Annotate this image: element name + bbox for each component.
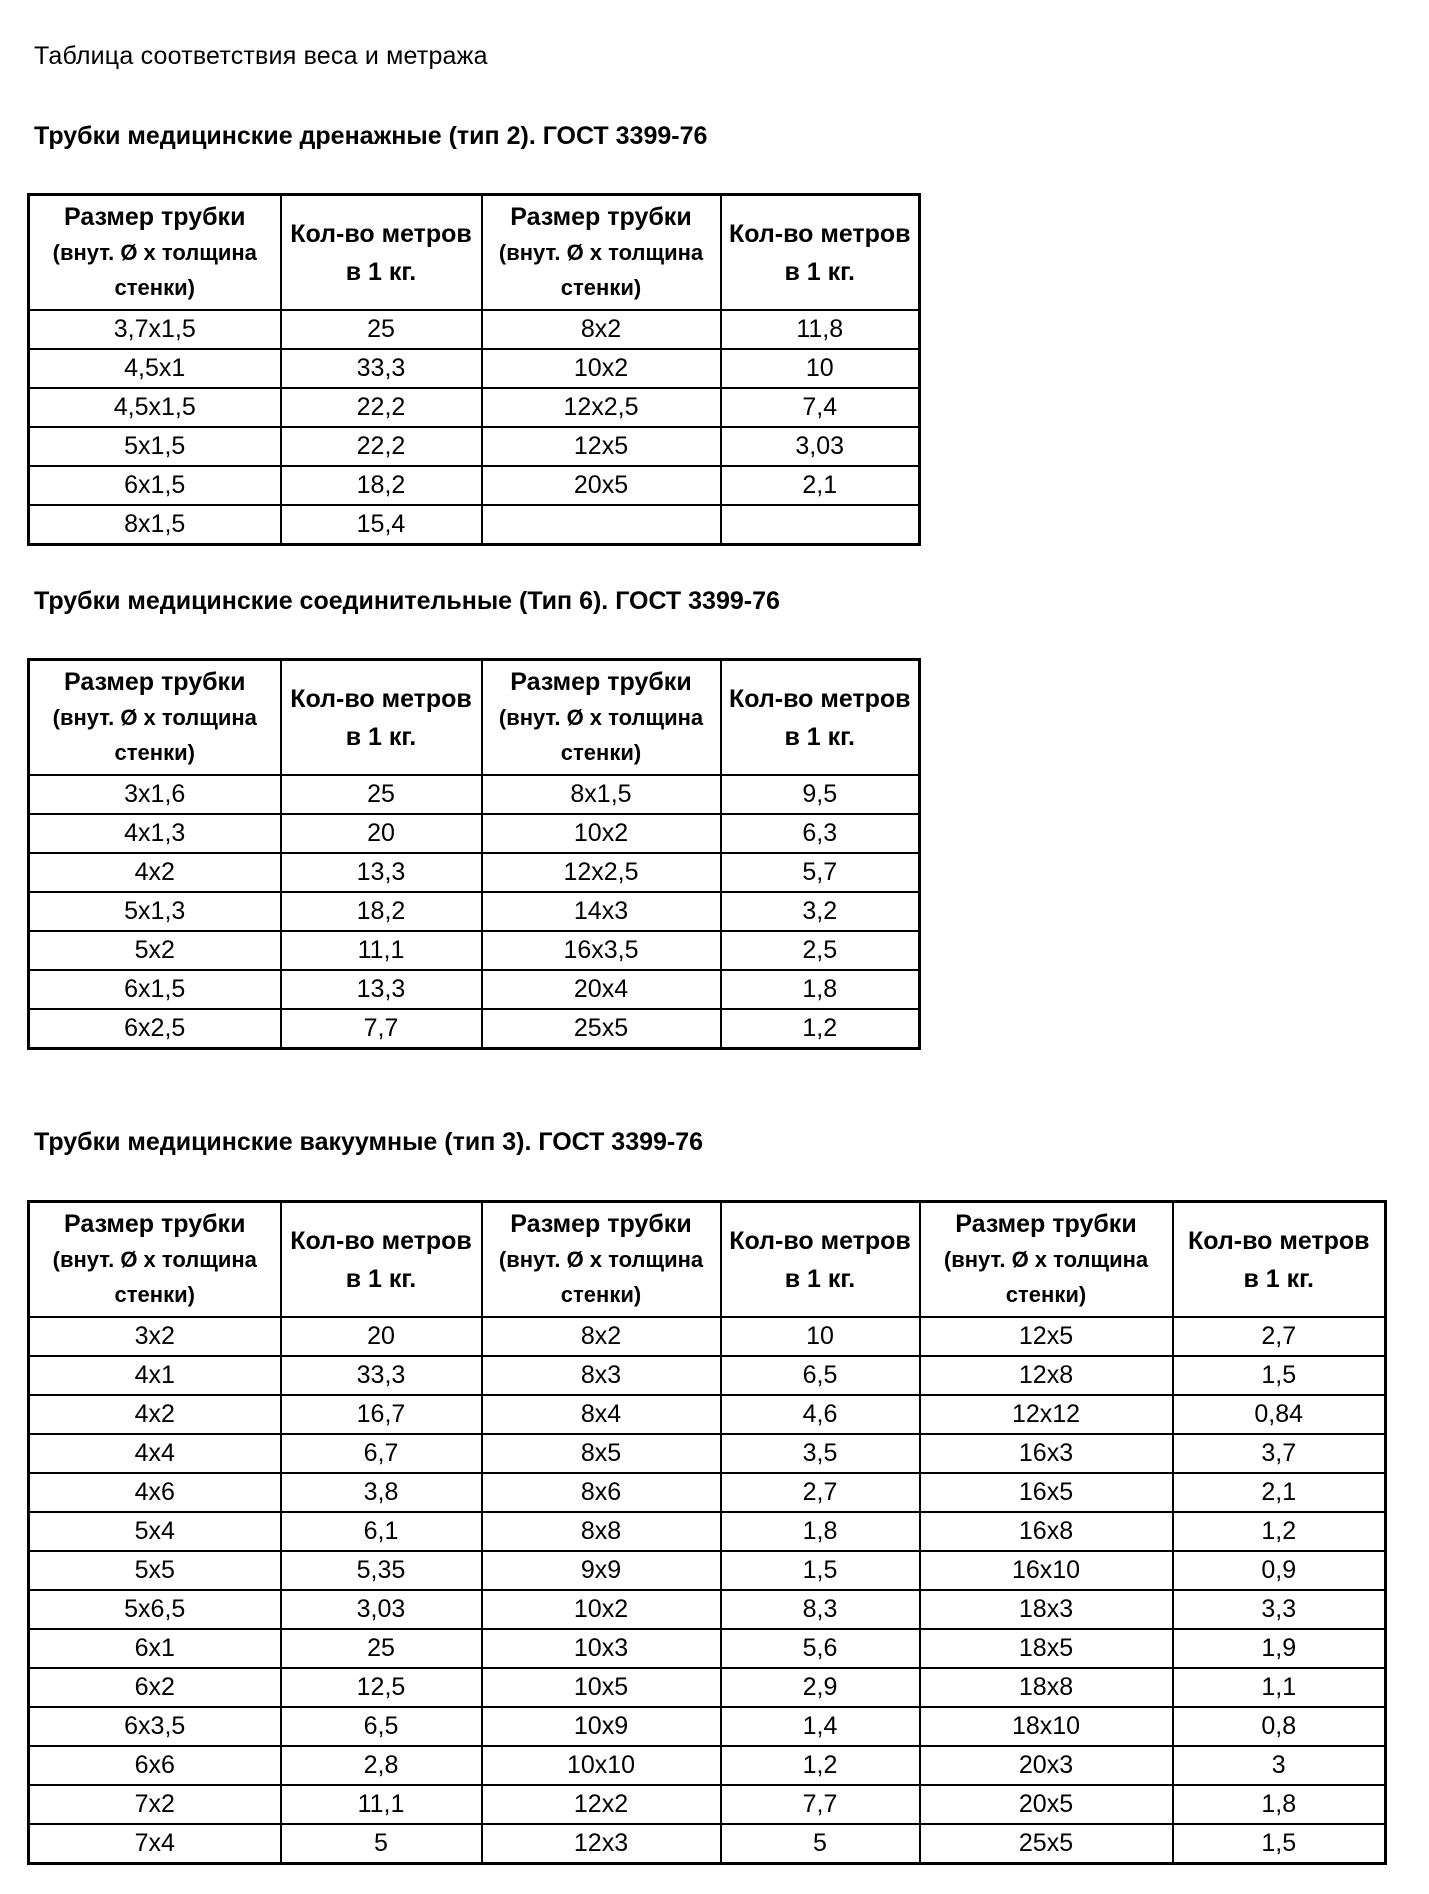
cell-tube-size: 14х3	[482, 892, 721, 931]
page-title: Таблица соответствия веса и метража	[34, 42, 488, 70]
cell-meters-per-kg: 25	[281, 1629, 482, 1668]
header-qty: Кол-во метров в 1 кг.	[721, 1202, 920, 1318]
table-row	[29, 1668, 1386, 1707]
cell-tube-size	[482, 505, 721, 545]
header-qty: Кол-во метров в 1 кг.	[281, 660, 482, 776]
cell-meters-per-kg: 1,4	[721, 1707, 920, 1746]
cell-tube-size: 4х2	[29, 853, 281, 892]
table-row	[29, 349, 920, 388]
cell-meters-per-kg: 5,6	[721, 1629, 920, 1668]
cell-tube-size: 16х3,5	[482, 931, 721, 970]
cell-tube-size: 6х1	[29, 1629, 281, 1668]
cell-tube-size: 12х2,5	[482, 388, 721, 427]
cell-meters-per-kg: 5,7	[721, 853, 920, 892]
header-size: Размер трубки (внут. Ø х толщина стенки)	[29, 660, 281, 776]
table-row	[29, 814, 920, 853]
table-row	[29, 310, 920, 349]
cell-tube-size: 25х5	[482, 1009, 721, 1049]
cell-meters-per-kg: 1,8	[721, 1512, 920, 1551]
table-row	[29, 1824, 1386, 1864]
table-body	[29, 1317, 1386, 1864]
table-row	[29, 853, 920, 892]
cell-tube-size: 8х5	[482, 1434, 721, 1473]
cell-meters-per-kg: 3,2	[721, 892, 920, 931]
cell-tube-size: 9х9	[482, 1551, 721, 1590]
cell-meters-per-kg: 11,8	[721, 310, 920, 349]
cell-tube-size: 4х1,3	[29, 814, 281, 853]
drainage-tubes-table	[27, 193, 921, 546]
cell-tube-size: 12х5	[920, 1317, 1173, 1356]
cell-tube-size: 10х5	[482, 1668, 721, 1707]
cell-meters-per-kg: 2,1	[1173, 1473, 1386, 1512]
cell-tube-size: 12х5	[482, 427, 721, 466]
cell-tube-size: 10х2	[482, 349, 721, 388]
header-qty: Кол-во метров в 1 кг.	[281, 195, 482, 311]
table-body	[29, 310, 920, 545]
section-title-vacuum: Трубки медицинские вакуумные (тип 3). ГОСТ 3399-76	[34, 1128, 704, 1156]
table-row	[29, 1785, 1386, 1824]
cell-meters-per-kg: 7,7	[281, 1009, 482, 1049]
table-row	[29, 1629, 1386, 1668]
cell-meters-per-kg: 33,3	[281, 1356, 482, 1395]
cell-meters-per-kg: 13,3	[281, 853, 482, 892]
cell-meters-per-kg: 3,3	[1173, 1590, 1386, 1629]
cell-meters-per-kg: 8,3	[721, 1590, 920, 1629]
cell-meters-per-kg: 13,3	[281, 970, 482, 1009]
cell-meters-per-kg: 2,1	[721, 466, 920, 505]
cell-tube-size: 10х3	[482, 1629, 721, 1668]
cell-tube-size: 4х6	[29, 1473, 281, 1512]
cell-meters-per-kg: 1,5	[1173, 1356, 1386, 1395]
cell-tube-size: 6х6	[29, 1746, 281, 1785]
cell-tube-size: 18х8	[920, 1668, 1173, 1707]
header-size: Размер трубки (внут. Ø х толщина стенки)	[482, 195, 721, 311]
cell-tube-size: 16х5	[920, 1473, 1173, 1512]
table-row	[29, 931, 920, 970]
header-size: Размер трубки (внут. Ø х толщина стенки)	[29, 1202, 281, 1318]
cell-meters-per-kg	[721, 505, 920, 545]
table-header-row	[29, 1202, 1386, 1318]
cell-tube-size: 10х9	[482, 1707, 721, 1746]
cell-tube-size: 18х5	[920, 1629, 1173, 1668]
cell-tube-size: 12х12	[920, 1395, 1173, 1434]
header-qty: Кол-во метров в 1 кг.	[721, 195, 920, 311]
table-row	[29, 388, 920, 427]
table-row	[29, 466, 920, 505]
header-qty: Кол-во метров в 1 кг.	[721, 660, 920, 776]
cell-tube-size: 5х6,5	[29, 1590, 281, 1629]
cell-meters-per-kg: 18,2	[281, 892, 482, 931]
cell-meters-per-kg: 1,2	[721, 1009, 920, 1049]
cell-meters-per-kg: 3,5	[721, 1434, 920, 1473]
cell-meters-per-kg: 20	[281, 814, 482, 853]
table-row	[29, 1473, 1386, 1512]
cell-tube-size: 8х8	[482, 1512, 721, 1551]
cell-meters-per-kg: 11,1	[281, 931, 482, 970]
cell-meters-per-kg: 7,4	[721, 388, 920, 427]
table-row	[29, 427, 920, 466]
cell-meters-per-kg: 2,8	[281, 1746, 482, 1785]
header-size: Размер трубки (внут. Ø х толщина стенки)	[29, 195, 281, 311]
cell-meters-per-kg: 25	[281, 310, 482, 349]
cell-meters-per-kg: 6,7	[281, 1434, 482, 1473]
table-row	[29, 1746, 1386, 1785]
cell-tube-size: 5х2	[29, 931, 281, 970]
cell-meters-per-kg: 20	[281, 1317, 482, 1356]
cell-tube-size: 18х10	[920, 1707, 1173, 1746]
connecting-tubes-table	[27, 658, 921, 1050]
cell-meters-per-kg: 1,5	[1173, 1824, 1386, 1864]
cell-tube-size: 7х4	[29, 1824, 281, 1864]
cell-tube-size: 20х3	[920, 1746, 1173, 1785]
section-title-drainage: Трубки медицинские дренажные (тип 2). ГОСТ 3399-76	[34, 122, 708, 150]
cell-meters-per-kg: 2,7	[721, 1473, 920, 1512]
cell-meters-per-kg: 0,84	[1173, 1395, 1386, 1434]
cell-tube-size: 10х2	[482, 1590, 721, 1629]
cell-tube-size: 6х2,5	[29, 1009, 281, 1049]
table-header-row	[29, 660, 920, 776]
cell-meters-per-kg: 15,4	[281, 505, 482, 545]
cell-meters-per-kg: 10	[721, 1317, 920, 1356]
table-row	[29, 1009, 920, 1049]
cell-tube-size: 6х3,5	[29, 1707, 281, 1746]
table-header-row	[29, 195, 920, 311]
cell-meters-per-kg: 3,03	[281, 1590, 482, 1629]
cell-tube-size: 3х1,6	[29, 775, 281, 814]
cell-tube-size: 5х5	[29, 1551, 281, 1590]
cell-tube-size: 4х1	[29, 1356, 281, 1395]
cell-tube-size: 5х1,5	[29, 427, 281, 466]
cell-tube-size: 8х6	[482, 1473, 721, 1512]
cell-meters-per-kg: 9,5	[721, 775, 920, 814]
cell-tube-size: 4х2	[29, 1395, 281, 1434]
cell-tube-size: 16х8	[920, 1512, 1173, 1551]
cell-meters-per-kg: 6,5	[281, 1707, 482, 1746]
cell-tube-size: 10х10	[482, 1746, 721, 1785]
cell-tube-size: 3,7х1,5	[29, 310, 281, 349]
section-title-connecting: Трубки медицинские соединительные (Тип 6). ГОСТ 3399-76	[34, 587, 780, 615]
cell-tube-size: 20х5	[920, 1785, 1173, 1824]
cell-meters-per-kg: 0,8	[1173, 1707, 1386, 1746]
cell-meters-per-kg: 33,3	[281, 349, 482, 388]
header-size: Размер трубки (внут. Ø х толщина стенки)	[482, 1202, 721, 1318]
cell-tube-size: 3х2	[29, 1317, 281, 1356]
cell-meters-per-kg: 0,9	[1173, 1551, 1386, 1590]
cell-tube-size: 6х2	[29, 1668, 281, 1707]
cell-tube-size: 12х2	[482, 1785, 721, 1824]
cell-meters-per-kg: 11,1	[281, 1785, 482, 1824]
cell-tube-size: 5х1,3	[29, 892, 281, 931]
cell-tube-size: 5х4	[29, 1512, 281, 1551]
cell-meters-per-kg: 6,1	[281, 1512, 482, 1551]
cell-tube-size: 4,5х1,5	[29, 388, 281, 427]
cell-meters-per-kg: 1,2	[721, 1746, 920, 1785]
cell-meters-per-kg: 1,5	[721, 1551, 920, 1590]
header-qty: Кол-во метров в 1 кг.	[1173, 1202, 1386, 1318]
table-row	[29, 1512, 1386, 1551]
cell-tube-size: 20х5	[482, 466, 721, 505]
cell-tube-size: 8х2	[482, 310, 721, 349]
cell-meters-per-kg: 6,3	[721, 814, 920, 853]
cell-tube-size: 10х2	[482, 814, 721, 853]
cell-meters-per-kg: 3,8	[281, 1473, 482, 1512]
cell-meters-per-kg: 2,5	[721, 931, 920, 970]
cell-meters-per-kg: 3,03	[721, 427, 920, 466]
cell-meters-per-kg: 1,8	[1173, 1785, 1386, 1824]
table-row	[29, 1707, 1386, 1746]
cell-meters-per-kg: 4,6	[721, 1395, 920, 1434]
cell-meters-per-kg: 22,2	[281, 427, 482, 466]
table-row	[29, 505, 920, 545]
table-body	[29, 775, 920, 1049]
cell-meters-per-kg: 1,1	[1173, 1668, 1386, 1707]
cell-meters-per-kg: 7,7	[721, 1785, 920, 1824]
table-row	[29, 775, 920, 814]
table-row	[29, 1434, 1386, 1473]
header-qty: Кол-во метров в 1 кг.	[281, 1202, 482, 1318]
cell-meters-per-kg: 1,9	[1173, 1629, 1386, 1668]
cell-meters-per-kg: 5	[281, 1824, 482, 1864]
cell-meters-per-kg: 5	[721, 1824, 920, 1864]
cell-meters-per-kg: 10	[721, 349, 920, 388]
cell-meters-per-kg: 18,2	[281, 466, 482, 505]
cell-meters-per-kg: 12,5	[281, 1668, 482, 1707]
cell-tube-size: 12х2,5	[482, 853, 721, 892]
header-size: Размер трубки (внут. Ø х толщина стенки)	[482, 660, 721, 776]
cell-tube-size: 4х4	[29, 1434, 281, 1473]
cell-meters-per-kg: 6,5	[721, 1356, 920, 1395]
cell-tube-size: 8х1,5	[29, 505, 281, 545]
table-row	[29, 1395, 1386, 1434]
cell-tube-size: 6х1,5	[29, 466, 281, 505]
cell-tube-size: 16х10	[920, 1551, 1173, 1590]
table-row	[29, 1356, 1386, 1395]
table-row	[29, 1317, 1386, 1356]
table-row	[29, 892, 920, 931]
cell-meters-per-kg: 3	[1173, 1746, 1386, 1785]
cell-meters-per-kg: 1,2	[1173, 1512, 1386, 1551]
cell-tube-size: 12х8	[920, 1356, 1173, 1395]
cell-meters-per-kg: 3,7	[1173, 1434, 1386, 1473]
header-size: Размер трубки (внут. Ø х толщина стенки)	[920, 1202, 1173, 1318]
cell-meters-per-kg: 1,8	[721, 970, 920, 1009]
cell-meters-per-kg: 25	[281, 775, 482, 814]
cell-tube-size: 20х4	[482, 970, 721, 1009]
cell-meters-per-kg: 16,7	[281, 1395, 482, 1434]
cell-tube-size: 6х1,5	[29, 970, 281, 1009]
cell-tube-size: 7х2	[29, 1785, 281, 1824]
table-row	[29, 970, 920, 1009]
cell-tube-size: 8х3	[482, 1356, 721, 1395]
cell-meters-per-kg: 22,2	[281, 388, 482, 427]
table-row	[29, 1590, 1386, 1629]
cell-tube-size: 18х3	[920, 1590, 1173, 1629]
cell-tube-size: 16х3	[920, 1434, 1173, 1473]
cell-tube-size: 8х4	[482, 1395, 721, 1434]
cell-tube-size: 8х2	[482, 1317, 721, 1356]
cell-meters-per-kg: 2,7	[1173, 1317, 1386, 1356]
vacuum-tubes-table	[27, 1200, 1387, 1865]
cell-meters-per-kg: 5,35	[281, 1551, 482, 1590]
cell-tube-size: 8х1,5	[482, 775, 721, 814]
table-row	[29, 1551, 1386, 1590]
cell-tube-size: 12х3	[482, 1824, 721, 1864]
cell-tube-size: 25х5	[920, 1824, 1173, 1864]
cell-meters-per-kg: 2,9	[721, 1668, 920, 1707]
cell-tube-size: 4,5х1	[29, 349, 281, 388]
